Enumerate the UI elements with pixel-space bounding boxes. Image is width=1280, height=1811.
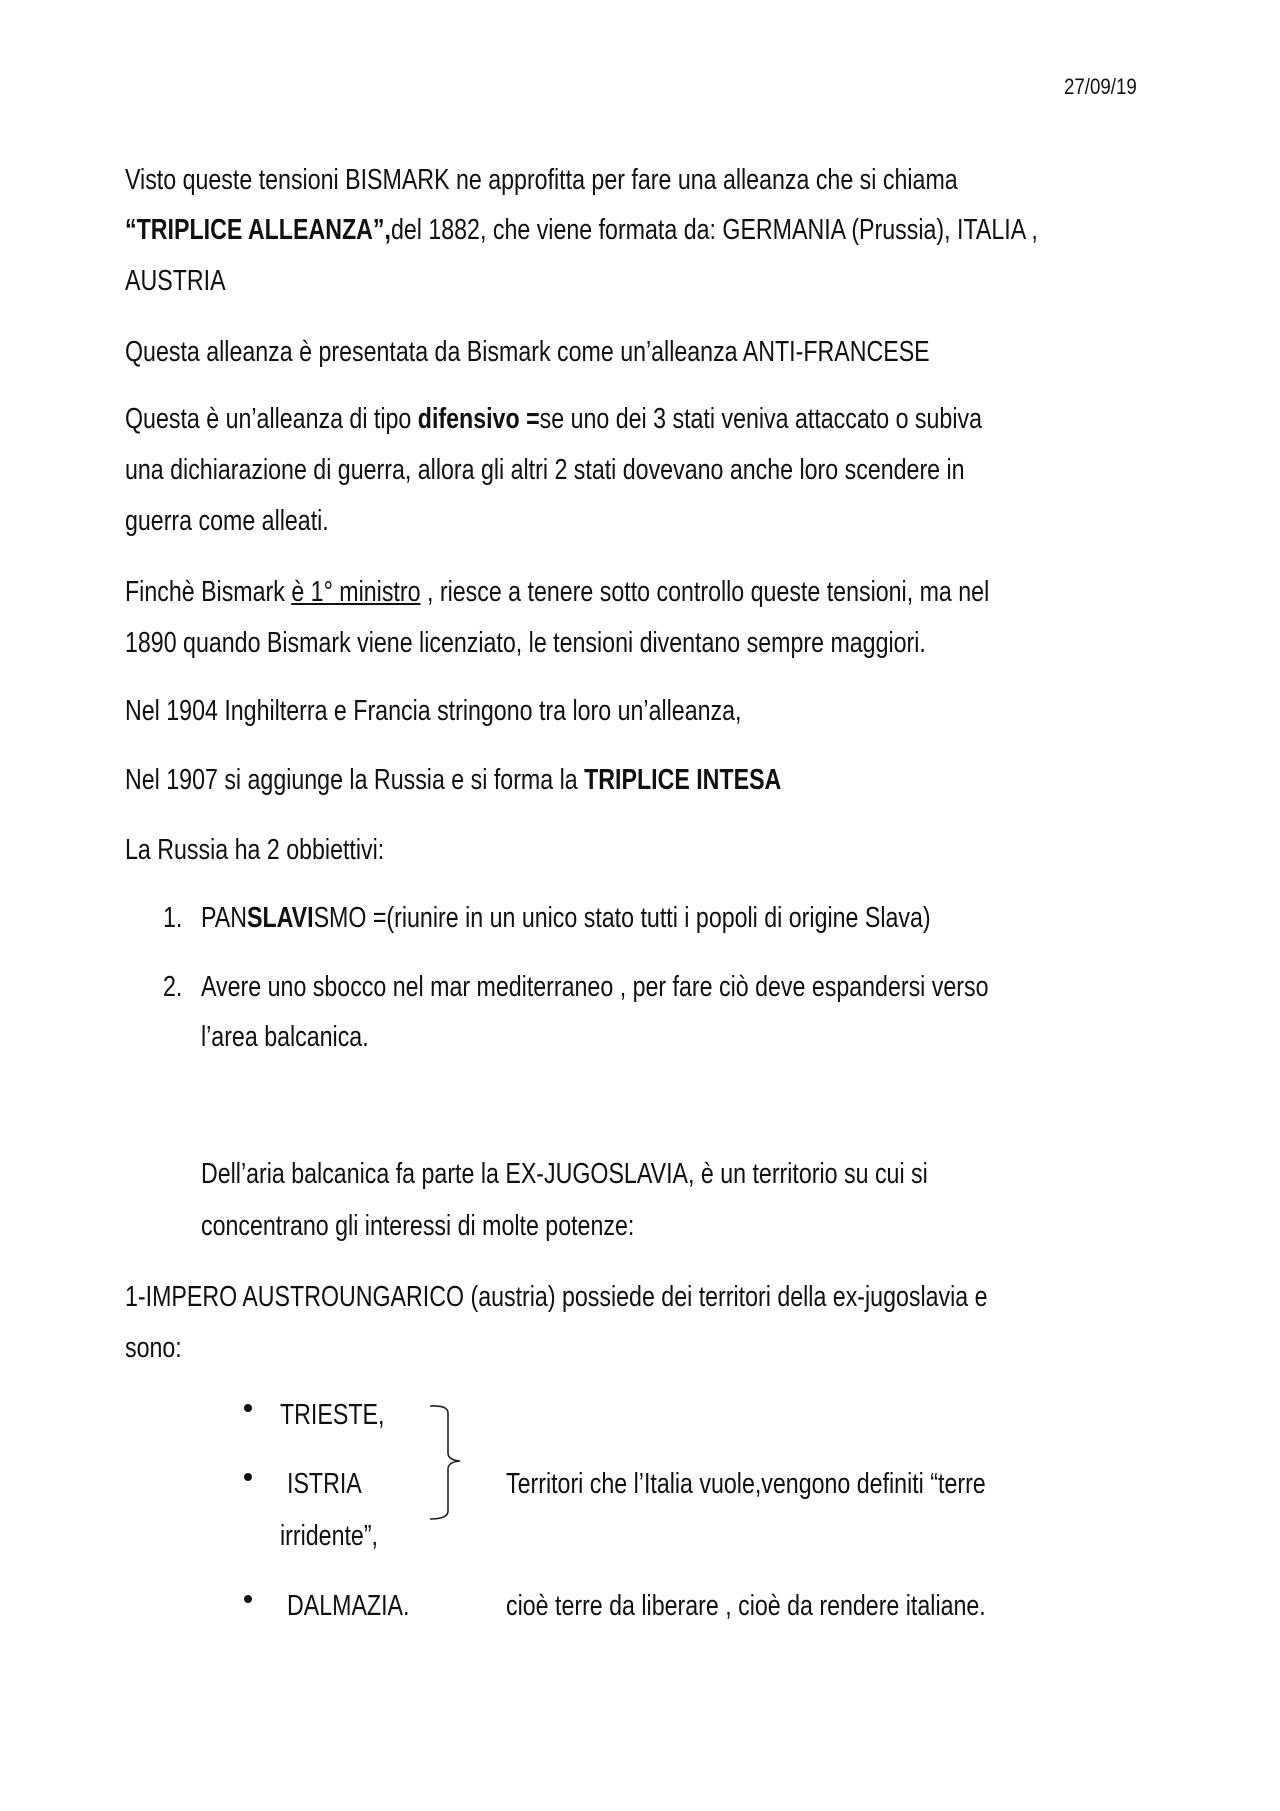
paragraph-line: La Russia ha 2 obbiettivi: bbox=[125, 834, 385, 866]
paragraph-line: una dichiarazione di guerra, allora gli altri 2 stati dovevano anche loro scendere in bbox=[125, 454, 965, 486]
paragraph-line: Questa alleanza è presentata da Bismark come un’alleanza ANTI-FRANCESE bbox=[125, 336, 930, 368]
underlined-text: è 1° ministro bbox=[291, 576, 421, 608]
paragraph-line bbox=[125, 213, 1038, 247]
text: Finchè Bismark bbox=[125, 576, 292, 608]
paragraph-line bbox=[125, 575, 989, 609]
list-item bbox=[201, 901, 931, 935]
text: del 1882, che viene formata da: GERMANIA (Prussia), ITALIA , bbox=[390, 214, 1038, 246]
bold-text: TRIPLICE INTESA bbox=[584, 764, 782, 796]
paragraph-line: sono: bbox=[125, 1332, 182, 1364]
paragraph-line: AUSTRIA bbox=[125, 265, 226, 297]
paragraph-line: 1-IMPERO AUSTROUNGARICO (austria) possiede dei territori della ex-jugoslavia e bbox=[125, 1281, 988, 1313]
paragraph-line: Dell’aria balcanica fa parte la EX-JUGOSLAVIA, è un territorio su cui si bbox=[201, 1158, 928, 1190]
text: Nel 1907 si aggiunge la Russia e si forma la bbox=[125, 764, 585, 796]
list-number: 1. bbox=[163, 902, 183, 934]
text: PAN bbox=[201, 902, 247, 934]
paragraph-line: Visto queste tensioni BISMARK ne approfitta per fare una alleanza che si chiama bbox=[125, 164, 958, 196]
text: Questa è un’alleanza di tipo bbox=[125, 403, 418, 435]
list-item: Avere uno sbocco nel mar mediterraneo , per fare ciò deve espandersi verso bbox=[201, 971, 989, 1003]
bold-text: “TRIPLICE ALLEANZA”, bbox=[125, 214, 391, 246]
bullet-icon bbox=[244, 1404, 252, 1412]
text: se uno dei 3 stati veniva attaccato o subiva bbox=[539, 403, 982, 435]
list-item: l’area balcanica. bbox=[201, 1021, 369, 1053]
note-text: Territori che l’Italia vuole,vengono definiti “terre bbox=[506, 1468, 986, 1500]
bullet-icon bbox=[244, 1473, 252, 1481]
bold-text: SLAVI bbox=[246, 902, 314, 934]
curly-brace-icon bbox=[428, 1403, 472, 1523]
paragraph-line: concentrano gli interessi di molte potenze: bbox=[201, 1210, 635, 1242]
bullet-item: irridente”, bbox=[280, 1520, 378, 1552]
list-number: 2. bbox=[163, 971, 183, 1003]
bold-text: difensivo = bbox=[417, 403, 540, 435]
paragraph-line: 1890 quando Bismark viene licenziato, le tensioni diventano sempre maggiori. bbox=[125, 627, 926, 659]
note-text: cioè terre da liberare , cioè da rendere italiane. bbox=[506, 1590, 986, 1622]
bullet-item: TRIESTE, bbox=[280, 1399, 385, 1431]
paragraph-line bbox=[125, 763, 781, 797]
paragraph-line: guerra come alleati. bbox=[125, 505, 329, 537]
bullet-item: DALMAZIA. bbox=[287, 1590, 410, 1622]
text: SMO =(riunire in un unico stato tutti i popoli di origine Slava) bbox=[313, 902, 931, 934]
paragraph-line bbox=[125, 402, 982, 436]
date: 27/09/19 bbox=[1064, 74, 1137, 99]
text: , riesce a tenere sotto controllo queste tensioni, ma nel bbox=[420, 576, 990, 608]
paragraph-line: Nel 1904 Inghilterra e Francia stringono tra loro un’alleanza, bbox=[125, 695, 742, 727]
bullet-item: ISTRIA bbox=[287, 1468, 362, 1500]
bullet-icon bbox=[244, 1595, 252, 1603]
